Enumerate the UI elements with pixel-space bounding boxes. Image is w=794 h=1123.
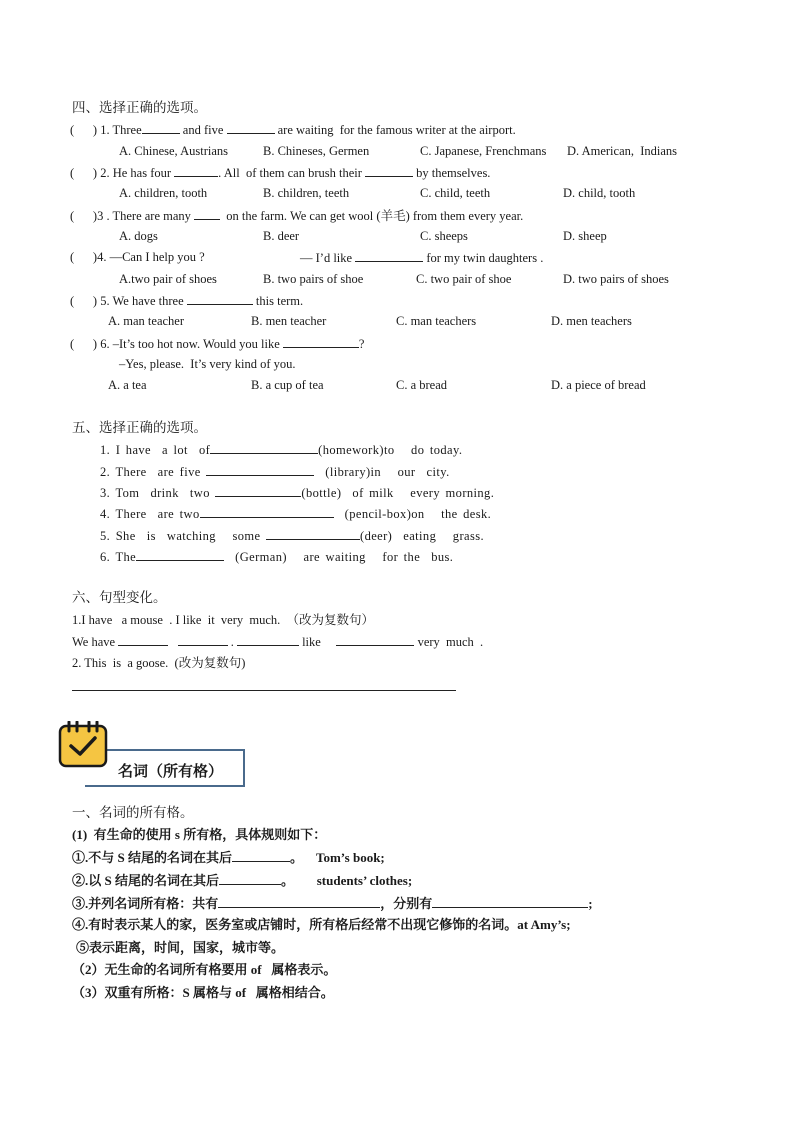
rule-1-a: ①.不与 S 结尾的名词在其后 。 Tom’s book; xyxy=(72,850,385,865)
q5-option-c: C. man teachers xyxy=(396,314,477,328)
question-6-reply: –Yes, please. It’s very kind of you. xyxy=(119,357,296,371)
q3-option-c: C. sheeps xyxy=(420,229,468,243)
q5-option-a: A. man teacher xyxy=(108,314,185,328)
question-1: ( ) 1. Three and five are waiting for the famous writer at the airport. xyxy=(70,123,516,137)
rule-1-c: ③.并列名词所有格：共有 ，分别有 ; xyxy=(72,896,593,911)
q4-option-b: B. two pairs of shoe xyxy=(263,272,364,286)
rule-1-d: ④.有时表示某人的家，医务室或店铺时，所有格后经常不出现它修饰的名词。at Amy’s; xyxy=(72,917,571,932)
section-title: 名词（所有格） xyxy=(118,764,224,780)
question-2: ( ) 2. He has four . All of them can brush their by themselves. xyxy=(70,166,491,180)
section-6-heading: 六、句型变化。 xyxy=(72,590,167,605)
question-4: ( )4. —Can I help you ? xyxy=(70,250,205,264)
possessive-heading: 一、名词的所有格。 xyxy=(72,805,194,820)
rule-2: （2）无生命的名词所有格要用 of 属格表示。 xyxy=(72,962,337,977)
checklist-clipboard-icon xyxy=(58,721,108,769)
q4-option-c: C. two pair of shoe xyxy=(416,272,512,286)
question-3: ( )3 . There are many on the farm. We can get wool (羊毛) from them every year. xyxy=(70,209,524,223)
q5-option-b: B. men teacher xyxy=(251,314,327,328)
q3-option-d: D. sheep xyxy=(563,229,607,243)
fill-item-4: 4. There are two (pencil-box)on the desk. xyxy=(100,507,492,521)
q2-option-c: C. child, teeth xyxy=(420,186,491,200)
q2-option-d: D. child, tooth xyxy=(563,186,636,200)
q6-option-a: A. a tea xyxy=(108,378,147,392)
fill-item-3: 3. Tom drink two (bottle) of milk every morning. xyxy=(100,486,495,500)
q6-option-c: C. a bread xyxy=(396,378,448,392)
fill-item-2: 2. There are five (library)in our city. xyxy=(100,465,450,479)
rule-3: （3）双重有所格：S 属格与 of 属格相结合。 xyxy=(72,985,334,1000)
q5-option-d: D. men teachers xyxy=(551,314,632,328)
fill-item-6: 6. The (German) are waiting for the bus. xyxy=(100,550,454,564)
rule-1-e: ⑤表示距离，时间，国家，城市等。 xyxy=(76,940,285,955)
q3-option-b: B. deer xyxy=(263,229,300,243)
question-5: ( ) 5. We have three this term. xyxy=(70,294,304,308)
q6-option-b: B. a cup of tea xyxy=(251,378,324,392)
q3-option-a: A. dogs xyxy=(119,229,158,243)
question-4-answer: — I’d like for my twin daughters . xyxy=(300,251,544,265)
fill-item-1: 1. I have a lot of (homework)to do today. xyxy=(100,443,463,457)
transform-item-1: 1.I have a mouse . I like it very much. （改为复数句） xyxy=(72,613,375,627)
rule-1: (1) 有生命的使用 s 所有格，具体规则如下： xyxy=(72,827,327,842)
q4-option-d: D. two pairs of shoes xyxy=(563,272,669,286)
section-4-heading: 四、选择正确的选项。 xyxy=(72,100,207,115)
rule-1-b: ②.以 S 结尾的名词在其后 。 students’ clothes; xyxy=(72,873,413,888)
q6-option-d: D. a piece of bread xyxy=(551,378,646,392)
section-5-heading: 五、选择正确的选项。 xyxy=(72,420,207,435)
fill-item-5: 5. She is watching some (deer) eating grass. xyxy=(100,529,485,543)
answer-line xyxy=(72,690,456,691)
q1-option-a: A. Chinese, Austrians xyxy=(119,144,229,158)
q1-option-c: C. Japanese, Frenchmans xyxy=(420,144,547,158)
question-6: ( ) 6. –It’s too hot now. Would you like ? xyxy=(70,337,365,351)
q2-option-b: B. children, teeth xyxy=(263,186,350,200)
q4-option-a: A.two pair of shoes xyxy=(119,272,217,286)
q1-option-b: B. Chineses, Germen xyxy=(263,144,370,158)
q1-option-d: D. American, Indians xyxy=(567,144,678,158)
q2-option-a: A. children, tooth xyxy=(119,186,208,200)
transform-item-1-answer: We have . like very much . xyxy=(72,635,484,649)
transform-item-2: 2. This is a goose. (改为复数句) xyxy=(72,656,246,670)
